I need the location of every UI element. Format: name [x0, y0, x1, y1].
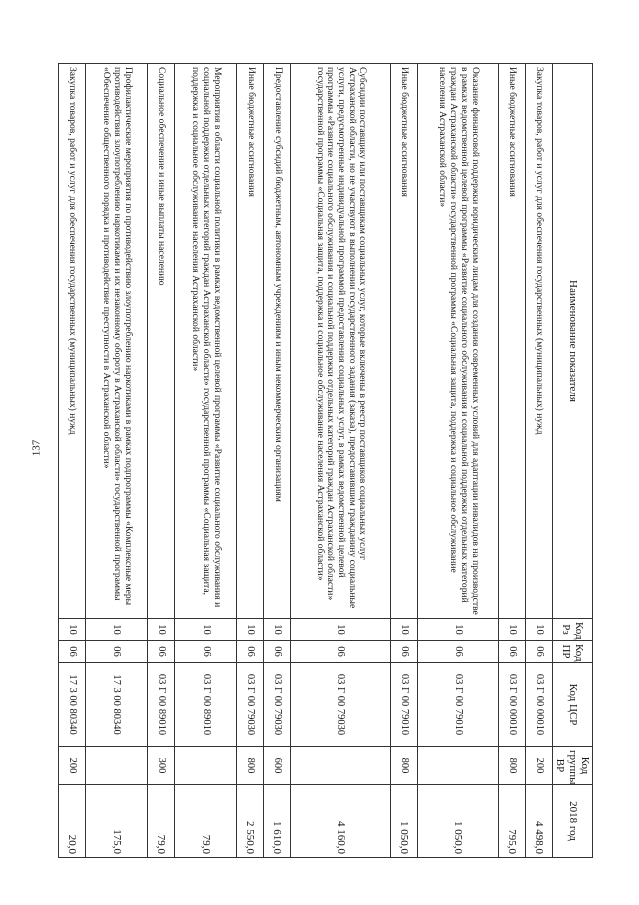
row-csr: 03 Г 00 79030: [237, 663, 264, 747]
row-pr: 06: [175, 641, 237, 663]
row-name: Субсидии поставщику или поставщикам социальных услуг, которые включены в реестр поставщиков социальных услуг Астраханской области, но не участвуют в выполнении государственного задания (заказа), предоставившим гражданину социальные услуги, предусмотренные индивидуальной программой предоставления социальных услуг, в рамках ведомственной целевой программы «Развитие социального обслуживания и социальной поддержки отдельных категорий граждан Астраханской области» государственной программы «Социальная защита, поддержка и социальное обслуживание населения Астраханской области»: [291, 64, 391, 619]
table-row: [59, 64, 86, 858]
table-row: [291, 64, 391, 858]
header-vr: Код группы ВР: [553, 747, 593, 785]
row-csr: 03 Г 00 00010: [499, 663, 526, 747]
header-csr: Код ЦСР: [553, 663, 593, 747]
row-name: Иные бюджетные ассигнования: [391, 64, 418, 619]
table-row: [86, 64, 148, 858]
row-vr: [418, 747, 499, 785]
row-csr: 17 3 00 80340: [59, 663, 86, 747]
row-csr: 03 Г 00 89010: [148, 663, 175, 747]
row-name: Закупка товаров, работ и услуг для обеспечения государственных (муниципальных) нужд: [526, 64, 553, 619]
row-rz: 10: [237, 619, 264, 641]
table-row: [264, 64, 291, 858]
table-row: [391, 64, 418, 858]
row-vr: 200: [59, 747, 86, 785]
row-name: Социальное обеспечение и иные выплаты населению: [148, 64, 175, 619]
row-value: 1 610,0: [264, 785, 291, 858]
row-vr: [86, 747, 148, 785]
header-name: Наименование показателя: [553, 64, 593, 619]
row-name: Оказание финансовой поддержки юридическим лицам для создания современных условий для адаптации инвалидов на производстве в рамках ведомственной целевой программы «Развитие социального обслуживания и социальной поддержки отдельных категорий граждан Астраханской области» государственной программы «Социальная защита, поддержка и социальное обслуживание населения Астраханской области»: [418, 64, 499, 619]
row-csr: 03 Г 00 00010: [526, 663, 553, 747]
page-number: 137: [30, 439, 43, 457]
row-rz: 10: [526, 619, 553, 641]
row-pr: 06: [418, 641, 499, 663]
row-pr: 06: [59, 641, 86, 663]
table-row: [237, 64, 264, 858]
row-pr: 06: [237, 641, 264, 663]
row-rz: 10: [148, 619, 175, 641]
table-row: [148, 64, 175, 858]
row-name: Иные бюджетные ассигнования: [237, 64, 264, 619]
header-year: 2018 год: [553, 785, 593, 858]
row-value: 2 550,0: [237, 785, 264, 858]
row-pr: 06: [526, 641, 553, 663]
row-rz: 10: [175, 619, 237, 641]
row-rz: 10: [499, 619, 526, 641]
row-csr: 03 Г 00 79030: [291, 663, 391, 747]
row-pr: 06: [264, 641, 291, 663]
row-name: Мероприятия в области социальной политики в рамках ведомственной целевой программы «Развитие социального обслуживания и социальной поддержки отдельных категорий граждан Астраханской области» государственной программы «Социальная защита, поддержка и социальное обслуживание населения Астраханской области»: [175, 64, 237, 619]
row-csr: 03 Г 00 79030: [264, 663, 291, 747]
row-vr: 800: [391, 747, 418, 785]
row-csr: 03 Г 00 79010: [418, 663, 499, 747]
row-vr: 600: [264, 747, 291, 785]
row-csr: 17 3 00 80340: [86, 663, 148, 747]
row-vr: 200: [526, 747, 553, 785]
row-value: 4 160,0: [291, 785, 391, 858]
header-row: [553, 64, 593, 858]
row-vr: [175, 747, 237, 785]
row-rz: 10: [291, 619, 391, 641]
rotated-table-wrapper: [58, 63, 593, 857]
row-value: 1 050,0: [418, 785, 499, 858]
header-rz: Код Рз: [553, 619, 593, 641]
row-rz: 10: [86, 619, 148, 641]
table-row: [499, 64, 526, 858]
row-rz: 10: [418, 619, 499, 641]
budget-table: [58, 63, 593, 858]
row-vr: [291, 747, 391, 785]
row-pr: 06: [499, 641, 526, 663]
row-name: Иные бюджетные ассигнования: [499, 64, 526, 619]
row-name: Предоставление субсидий бюджетным, автономным учреждениям и иным некоммерческим организациям: [264, 64, 291, 619]
table-row: [175, 64, 237, 858]
row-name: Закупка товаров, работ и услуг для обеспечения государственных (муниципальных) нужд: [59, 64, 86, 619]
row-vr: 800: [499, 747, 526, 785]
row-pr: 06: [391, 641, 418, 663]
row-value: 79,0: [175, 785, 237, 858]
row-vr: 800: [237, 747, 264, 785]
row-value: 795,0: [499, 785, 526, 858]
row-pr: 06: [148, 641, 175, 663]
row-csr: 03 Г 00 79010: [391, 663, 418, 747]
row-pr: 06: [291, 641, 391, 663]
row-csr: 03 Г 00 89010: [175, 663, 237, 747]
row-pr: 06: [86, 641, 148, 663]
table-row: [418, 64, 499, 858]
header-pr: Код ПР: [553, 641, 593, 663]
row-value: 20,0: [59, 785, 86, 858]
row-name: Профилактические мероприятия по противодействию злоупотреблению наркотиками в рамках подпрограммы «Комплексные меры противодействия злоупотреблению наркотиками и их незаконному обороту в Астраханской области» государственной программы «Обеспечение общественного порядка и противодействие преступности в Астраханской области»: [86, 64, 148, 619]
row-value: 4 498,0: [526, 785, 553, 858]
row-value: 175,0: [86, 785, 148, 858]
row-rz: 10: [264, 619, 291, 641]
row-rz: 10: [391, 619, 418, 641]
row-value: 1 050,0: [391, 785, 418, 858]
row-rz: 10: [59, 619, 86, 641]
row-vr: 300: [148, 747, 175, 785]
row-value: 79,0: [148, 785, 175, 858]
table-row: [526, 64, 553, 858]
